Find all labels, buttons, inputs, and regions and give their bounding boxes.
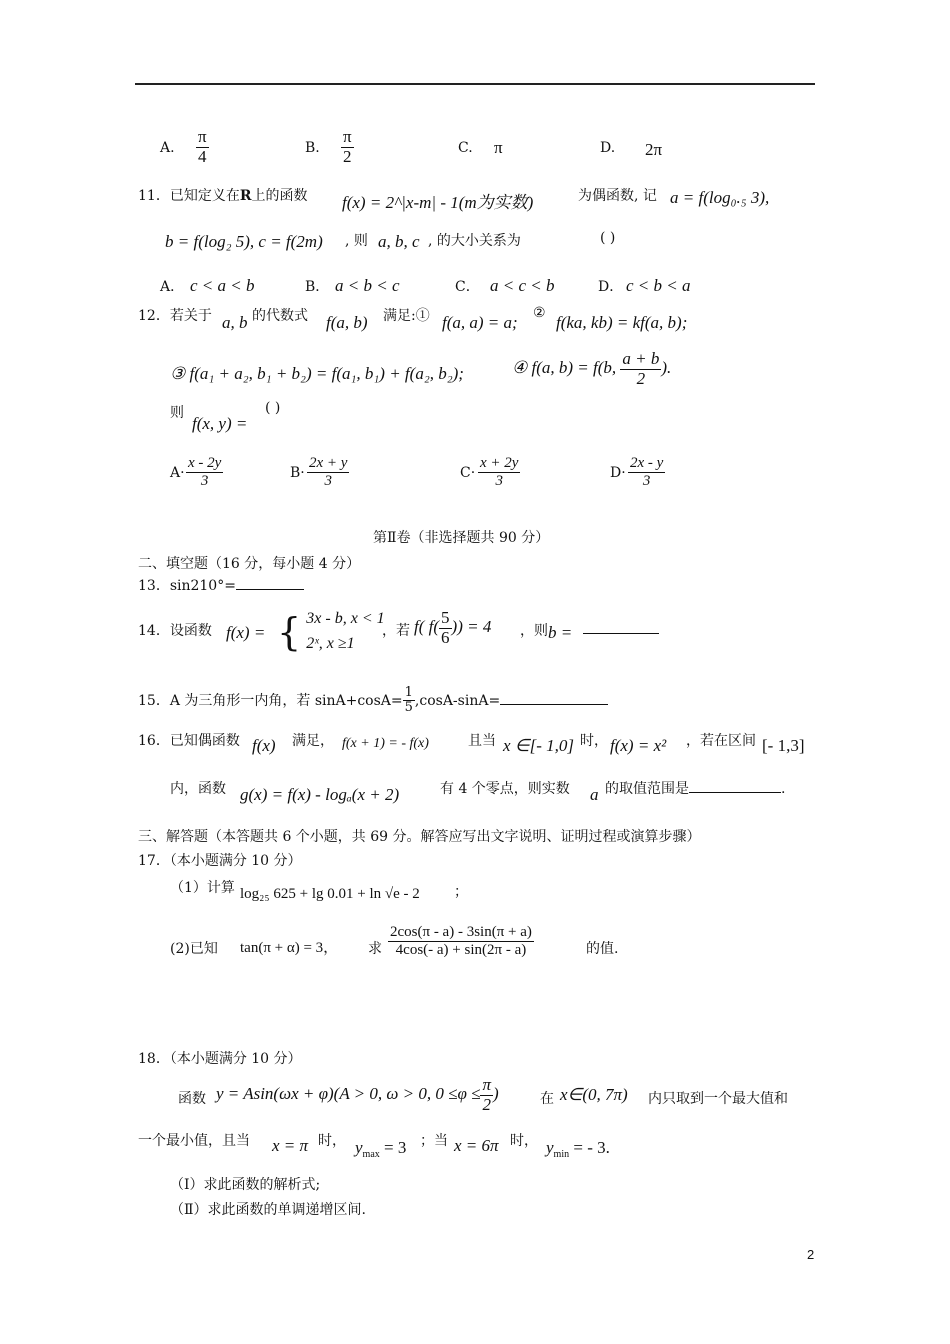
q11-opt-b-label: B． xyxy=(305,279,330,295)
q11-stem-mid: 上的函数 xyxy=(251,188,308,204)
q16-line2-mid: 有 4 个零点，则实数 xyxy=(440,781,570,797)
q12-opt-d-label: D· xyxy=(610,465,626,481)
q15: 15．A 为三角形一内角，若 sinA+cosA= $\frac{1}{5}$ ,cosA-sinA= xyxy=(138,686,608,716)
q11-then: , 则 xyxy=(345,233,368,249)
q17-1-prefix: （1）计算 xyxy=(170,880,235,896)
q16-fx: f(x) xyxy=(252,736,276,755)
q11-formula: f(x) = 2^|x-m| - 1(m为实数) xyxy=(342,193,534,212)
q12-stem3: 满足:① xyxy=(383,308,430,324)
q14-b: b = xyxy=(548,623,573,642)
q17-1-suffix: ； xyxy=(454,884,468,900)
q14-blank xyxy=(583,633,659,634)
q18-l1-domain: x∈(0, 7π) xyxy=(560,1085,628,1104)
q18-part-i: （Ⅰ）求此函数的解析式; xyxy=(170,1177,321,1193)
q10-a-label: A. xyxy=(160,140,175,156)
q10-d-value: 2π xyxy=(645,140,663,159)
q17-title: 17．（本小题满分 10 分） xyxy=(138,853,302,869)
q11-opt-d: c < b < a xyxy=(626,276,691,295)
q14-prefix: 14．设函数 xyxy=(138,623,212,639)
q18-l2-ymin: $y_{min}$ = - 3. xyxy=(546,1138,610,1160)
q14-then: ，则 xyxy=(520,623,548,639)
q16-rel: f(x + 1) = - f(x) xyxy=(342,736,429,751)
q12-circ2: ② xyxy=(533,305,546,321)
q12-opt-b-label: B· xyxy=(290,465,305,481)
q18-title: 18．（本小题满分 10 分） xyxy=(138,1051,302,1067)
q11-opt-c: a < c < b xyxy=(490,276,555,295)
q11-opt-c-label: C． xyxy=(455,279,480,295)
q14-fx: f(x) = xyxy=(226,623,266,642)
q16-line2-prefix: 内，函数 xyxy=(170,781,226,797)
page-number: 2 xyxy=(807,1247,815,1262)
q14-case2: 2ˣ, x ≥1 xyxy=(306,634,355,652)
q16-eq: f(x) = x² xyxy=(610,736,667,755)
q12-fxy: f(x, y) = xyxy=(192,414,248,433)
q11-a-def: a = f(log₀.₅ 3), xyxy=(670,188,770,207)
q10-a-frac: $\frac{\pi}{4}$ xyxy=(198,127,207,166)
q17-2-given: tan(π + α) = 3， xyxy=(240,940,339,956)
q10-d-label: D. xyxy=(600,140,616,156)
q18-l1-suffix: 内只取到一个最大值和 xyxy=(648,1091,788,1107)
q13: 13．sin210°= xyxy=(138,575,304,595)
q17-2-prefix: (2)已知 xyxy=(170,941,218,957)
q12-vars: a, b xyxy=(222,313,248,332)
q16-domain: x ∈[- 1,0] xyxy=(503,736,574,755)
q17-2-ask: 求 xyxy=(368,941,382,957)
q12-stem2: 的代数式 xyxy=(252,308,308,324)
q11-line2: b = f(log₂ 5), c = f(2m) xyxy=(165,232,323,251)
q10-b-frac: $\frac{\pi}{2}$ xyxy=(343,127,352,166)
q10-c-label: C. xyxy=(458,140,473,156)
q16-range: [- 1,3] xyxy=(762,736,805,755)
q12-cond3: ③ f(a₁ + a₂, b₁ + b₂) = f(a₁, b₁) + f(a₂, b₂); xyxy=(170,364,464,383)
q14-case1: 3x - b, x < 1 xyxy=(306,610,385,627)
q12-cond4: ④ f(a, b) = f(b, $\frac{a + b}{2}$ ). xyxy=(512,349,672,388)
q16-interval-text: ，若在区间 xyxy=(686,733,756,749)
q10-c-value: π xyxy=(494,138,503,157)
q12-answer-paren: ( ) xyxy=(265,400,281,416)
q12-fab: f(a, b) xyxy=(326,313,368,332)
q11-stem-prefix: 11．已知定义在 xyxy=(138,188,240,204)
q14-piecewise: { 3x - b, x < 1 2ˣ, x ≥1 xyxy=(277,609,385,654)
q12-cond1: f(a, a) = a; xyxy=(442,313,518,332)
fill-heading: 二、填空题（16 分，每小题 4 分） xyxy=(138,556,361,572)
q18-l1-expr: y = Asin(ωx + φ)(A > 0, ω > 0, 0 ≤φ ≤ $\frac{\pi}{2}$ ) xyxy=(216,1075,499,1114)
q11-opt-a-label: A． xyxy=(160,279,185,295)
q18-l2-x1: x = π xyxy=(272,1136,309,1155)
q11-answer-paren: ( ) xyxy=(600,230,616,246)
q11-vars: a, b, c xyxy=(378,232,420,251)
q12-opt-c-label: C· xyxy=(460,465,476,481)
q11-r: R xyxy=(239,188,252,204)
q18-l2-when2: 时， xyxy=(510,1133,538,1149)
q12-opt-b: $\frac{2x + y}{3}$ xyxy=(309,455,348,489)
q10-b-label: B. xyxy=(305,140,320,156)
q11-opt-a: c < a < b xyxy=(190,276,255,295)
q14-if: ，若 xyxy=(382,623,410,639)
q18-l1-prefix: 函数 xyxy=(178,1091,206,1107)
q11-opt-b: a < b < c xyxy=(335,276,400,295)
q12-opt-c: $\frac{x + 2y}{3}$ xyxy=(480,455,519,489)
q16-sat: 满足， xyxy=(292,733,334,749)
q16-when: 且当 xyxy=(468,733,496,749)
q12-opt-a-label: A· xyxy=(170,465,185,481)
q18-l2-when: 时， xyxy=(318,1133,346,1149)
q11-line2-suffix: , 的大小关系为 xyxy=(428,233,521,249)
q16-a: a xyxy=(590,785,599,804)
q12-opt-a: $\frac{x - 2y}{3}$ xyxy=(188,455,222,489)
q16-gx: g(x) = f(x) - logₐ(x + 2) xyxy=(240,785,400,804)
q11-opt-d-label: D． xyxy=(598,279,624,295)
q17-2-suffix: 的值. xyxy=(586,941,619,957)
q14-condition: f( f( $\frac{5}{6}$ )) = 4 xyxy=(414,608,492,647)
q16-line2-suffix: 的取值范围是 . xyxy=(605,781,786,797)
q18-l2-semi: ；当 xyxy=(420,1133,448,1149)
q17-2-frac: $\frac{2\cos(\pi - a) - 3\sin(\pi + a)}{4\cos(- a) + \sin(2\pi - a)}$ xyxy=(390,924,532,958)
part-two-title: 第Ⅱ卷（非选择题共 90 分） xyxy=(373,530,550,546)
q18-l1-in: 在 xyxy=(540,1091,554,1107)
q12-stem: 12．若关于 xyxy=(138,308,212,324)
q16-prefix: 16．已知偶函数 xyxy=(138,733,240,749)
q12-cond2: f(ka, kb) = kf(a, b); xyxy=(556,313,688,332)
q12-opt-d: $\frac{2x - y}{3}$ xyxy=(630,455,664,489)
q12-then: 则 xyxy=(170,405,184,421)
header-rule xyxy=(135,83,815,85)
part-three-heading: 三、解答题（本答题共 6 个小题，共 69 分。解答应写出文字说明、证明过程或演算步骤） xyxy=(138,829,701,845)
q17-1-expr: log₂₅ 625 + lg 0.01 + ln √e - 2 xyxy=(240,886,420,902)
q18-l2-prefix: 一个最小值，且当 xyxy=(138,1133,250,1149)
q16-when2: 时， xyxy=(580,733,608,749)
q11-stem-suffix: 为偶函数, 记 xyxy=(578,188,657,204)
q18-l2-ymax: $y_{max} = 3$ xyxy=(355,1138,407,1160)
q18-part-ii: （Ⅱ）求此函数的单调递增区间. xyxy=(170,1202,366,1218)
q18-l2-x2: x = 6π xyxy=(454,1136,499,1155)
